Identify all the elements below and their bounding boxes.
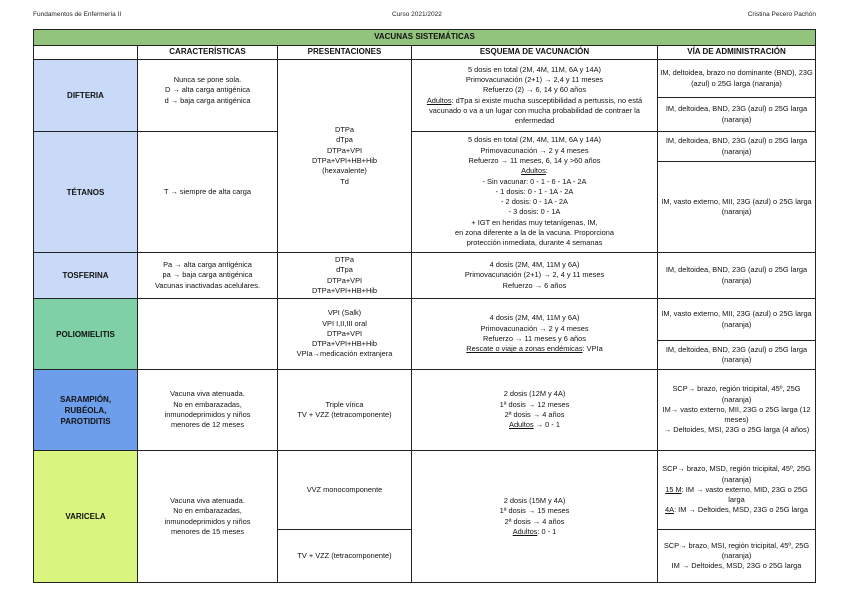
text-line: Td xyxy=(340,176,349,186)
text-line: SCP→ brazo, MSD, región tricipital, 45º, 25G (naranja) xyxy=(662,464,811,484)
adults-label: Adultos xyxy=(512,526,538,536)
row-varicela-name: VARICELA xyxy=(33,450,138,583)
row-sarampion-presentaciones xyxy=(277,369,412,451)
adults-text: : 0 - 1 xyxy=(537,526,557,536)
text-line: menores de 12 meses xyxy=(170,420,245,430)
text-line: Vacuna viva atenuada. xyxy=(170,495,245,505)
text-line: Primovacunación → 2 y 4 meses xyxy=(480,145,589,155)
row-poliomielitis-name: POLIOMIELITIS xyxy=(33,298,138,370)
text-line: DTPa+VPI xyxy=(326,275,363,285)
row-poliomielitis-via-1 xyxy=(657,298,816,341)
text-line: en zona diferente a la de la vacuna. Proporciona xyxy=(454,228,614,238)
text-line: IM, deltoidea, BND, 23G (azul) o 25G larga (naranja) xyxy=(665,344,808,364)
text-line: dTpa xyxy=(336,265,353,275)
text-line: VPI I,II,III oral xyxy=(322,318,367,328)
row-sarampion-caracteristicas xyxy=(137,369,278,451)
text-line: protección inmediata, durante 4 semanas xyxy=(466,238,603,248)
row-tosferina-name: TOSFERINA xyxy=(33,252,138,299)
text-line: Primovacunación → 2 y 4 meses xyxy=(480,323,589,333)
adults-note xyxy=(414,420,655,430)
text-4a: : IM → Deltoides, MSD, 23G o 25G larga xyxy=(674,505,808,515)
text-line: Refuerzo → 11 meses, 6, 14 y >60 años xyxy=(468,155,601,165)
text-line: IM, deltoidea, brazo no dominante (BND), 23G (azul) o 25G larga (naranja) xyxy=(660,68,813,88)
text-line: 1ª dosis → 15 meses xyxy=(499,506,570,516)
text-line: IM→ vasto externo, MII, 23G o 25G larga (12 meses) xyxy=(662,404,811,425)
text-line: DTPa xyxy=(335,254,354,264)
adults-label: Adultos xyxy=(521,166,546,176)
row-varicela-presentaciones-1 xyxy=(277,450,412,530)
text-line: inmunodeprimidos y niños xyxy=(164,410,251,419)
col-header-blank xyxy=(33,45,138,60)
row-tosferina-presentaciones xyxy=(277,252,412,299)
text-line: - 3 dosis: 0 - 1A xyxy=(508,207,561,217)
table-title: VACUNAS SISTEMÁTICAS xyxy=(33,29,816,46)
text-line: IM, vasto externo, MII, 23G (azul) o 25G larga (naranja) xyxy=(661,309,812,329)
row-sarampion-esquema xyxy=(411,369,658,451)
text-line: 2 dosis (12M y 4A) xyxy=(503,389,566,399)
text-line: DTPa+VPI+HB+Hib xyxy=(311,285,378,295)
text-line: IM, deltoidea, BND, 23G (azul) o 25G larga (naranja) xyxy=(665,265,808,285)
header-author: Cristina Pecero Pachón xyxy=(747,11,816,18)
row-tetanos-caracteristicas xyxy=(137,131,278,253)
rescue-note xyxy=(414,344,655,354)
text-line: 5 dosis en total (2M, 4M, 11M, 6A y 14A) xyxy=(468,64,601,74)
rescue-text: : VPIa xyxy=(582,344,603,354)
text-line: D → alta carga antigénica xyxy=(164,85,251,95)
row-difteria-name: DIFTERIA xyxy=(33,59,138,132)
rescue-label: Rescate o viaje a zonas endémicas xyxy=(466,344,583,354)
text-line: No en embarazadas, xyxy=(173,506,242,516)
text-line: - 2 dosis: 0 - 1A - 2A xyxy=(501,197,568,207)
col-header-esquema: ESQUEMA DE VACUNACIÓN xyxy=(411,45,658,60)
row-poliomielitis-presentaciones xyxy=(277,298,412,370)
row-varicela-via-1 xyxy=(657,450,816,530)
text-line: pa → baja carga antigénica xyxy=(162,270,253,280)
adults-note xyxy=(427,96,642,126)
text-line: → Deltoides, MSI, 23G o 25G larga (4 años) xyxy=(663,425,810,435)
text-line: - 1 dosis: 0 - 1 - 1A - 2A xyxy=(495,186,574,196)
text-line: Refuerzo → 11 meses y 6 años xyxy=(483,334,586,343)
row-tosferina-via xyxy=(657,252,816,299)
text-line: dTpa xyxy=(336,135,353,145)
row-poliomielitis-esquema xyxy=(411,298,658,370)
row-sarampion-via xyxy=(657,369,816,451)
text-line: IM, deltoidea, BND, 23G (azul) o 25G larga (naranja) xyxy=(665,136,808,156)
text-line: 4 dosis (2M, 4M, 11M y 6A) xyxy=(489,313,580,323)
row-difteria-caracteristicas xyxy=(137,59,278,132)
text-line: DTPa+VPI+HB+Hib xyxy=(311,156,378,165)
text-line: VVZ monocomponente xyxy=(306,484,383,494)
text-line: RUBÉOLA, xyxy=(64,405,107,415)
row-tetanos-via-1 xyxy=(657,131,816,162)
row-varicela-esquema xyxy=(411,450,658,583)
label-4a: 4A xyxy=(665,505,675,515)
text-line: No en embarazadas, xyxy=(173,399,242,409)
text-line: Nunca se pone sola. xyxy=(173,75,242,85)
text-line: TV + VZZ (tetracomponente) xyxy=(297,550,392,560)
text-line: VPI (Salk) xyxy=(327,308,362,318)
text-line xyxy=(660,505,813,515)
row-tetanos-esquema xyxy=(411,131,658,253)
adults-label: Adultos xyxy=(509,420,534,430)
text-line: Triple vírica xyxy=(325,399,364,409)
row-poliomielitis-caracteristicas xyxy=(137,298,278,370)
row-poliomielitis-via-2 xyxy=(657,340,816,370)
text-line: SARAMPIÓN, xyxy=(59,394,112,404)
text-line: menores de 15 meses xyxy=(170,526,245,536)
text-line: - Sin vacunar: 0 - 1 - 6 - 1A - 2A xyxy=(482,176,587,186)
text-line: VPIa→medicación extranjera xyxy=(296,349,393,359)
row-varicela-presentaciones-2 xyxy=(277,529,412,583)
row-varicela-caracteristicas xyxy=(137,450,278,583)
text-line: Primovacunación (2+1) → 2, 4 y 11 meses xyxy=(464,270,605,280)
text-line: DTPa+VPI xyxy=(326,145,363,155)
text-line: IM → Deltoides, MSD, 23G o 25G larga xyxy=(671,561,802,571)
text-line: Pa → alta carga antigénica xyxy=(163,260,252,270)
text-line: 4 dosis (2M, 4M, 11M y 6A) xyxy=(489,260,580,270)
adults-note xyxy=(414,527,655,537)
text-15m: : IM → vasto externo, MID, 23G o 25G larga xyxy=(681,484,808,505)
row-tosferina-caracteristicas xyxy=(137,252,278,299)
text-line: 2ª dosis → 4 años xyxy=(504,410,565,419)
text-line: 2 dosis (15M y 4A) xyxy=(503,495,566,505)
text-line: Refuerzo (2) → 6, 14 y 60 años xyxy=(482,85,587,95)
row-tetanos-via-2 xyxy=(657,161,816,253)
text-line: Vacuna viva atenuada. xyxy=(170,389,245,399)
text-line xyxy=(660,485,813,506)
text-line: (hexavalente) xyxy=(322,166,367,176)
text-line: DTPa+VPI xyxy=(326,328,363,338)
text-line: d → baja carga antigénica xyxy=(164,95,251,105)
row-varicela-via-2 xyxy=(657,529,816,583)
adults-heading: Adultos: xyxy=(521,166,548,176)
row-difteria-via-1 xyxy=(657,59,816,98)
header-course-year: Curso 2021/2022 xyxy=(392,11,442,18)
header-course-name: Fundamentos de Enfermería II xyxy=(33,11,122,18)
row-sarampion-name xyxy=(33,369,138,451)
text-line: Refuerzo → 6 años xyxy=(502,280,567,290)
row-tosferina-esquema xyxy=(411,252,658,299)
text-line: DTPa+VPI+HB+Hib xyxy=(311,339,378,349)
adults-text: : dTpa si existe mucha susceptibilidad a pertussis, no está vacunado o va a un lugar con mucha probabilidad de contraer la enfermedad xyxy=(429,95,643,126)
adults-label: Adultos xyxy=(426,95,452,105)
row-difteria-via-2 xyxy=(657,97,816,132)
col-header-presentaciones: PRESENTACIONES xyxy=(277,45,412,60)
text-line: PAROTIDITIS xyxy=(60,416,111,426)
shared-presentaciones-dt xyxy=(277,59,412,253)
text-line: TV + VZZ (tetracomponente) xyxy=(297,410,392,419)
row-tetanos-name: TÉTANOS xyxy=(33,131,138,253)
text-line: SCP→ brazo, MSI, región tricipital, 45º, 25G (naranja) xyxy=(663,540,810,560)
text-line: 5 dosis en total (2M, 4M, 11M, 6A y 14A) xyxy=(468,135,601,145)
text-line: + IGT en heridas muy tetanígenas, IM, xyxy=(471,217,598,227)
label-15m: 15 M xyxy=(665,484,682,494)
text-line: DTPa xyxy=(335,125,354,135)
text-line: Vacunas inactivadas acelulares. xyxy=(154,280,261,290)
text-line: IM, vasto externo, MII, 23G (azul) o 25G larga (naranja) xyxy=(661,196,812,216)
col-header-via: VÍA DE ADMINISTRACIÓN xyxy=(657,45,816,60)
text-line: 1ª dosis → 12 meses xyxy=(499,399,570,409)
text-line: inmunodeprimidos y niños xyxy=(164,516,251,526)
col-header-caracteristicas: CARACTERÍSTICAS xyxy=(137,45,278,60)
text-line: Primovacunación (2+1) → 2,4 y 11 meses xyxy=(465,74,604,84)
text-line: SCP→ brazo, región tricipital, 45º, 25G (naranja) xyxy=(672,384,801,404)
row-difteria-esquema xyxy=(411,59,658,132)
text-line: IM, deltoidea, BND, 23G (azul) o 25G larga (naranja) xyxy=(665,104,808,124)
adults-text: → 0 - 1 xyxy=(533,420,560,430)
text-line: T → siempre de alta carga xyxy=(164,186,251,196)
text-line: 2ª dosis → 4 años xyxy=(504,516,565,526)
